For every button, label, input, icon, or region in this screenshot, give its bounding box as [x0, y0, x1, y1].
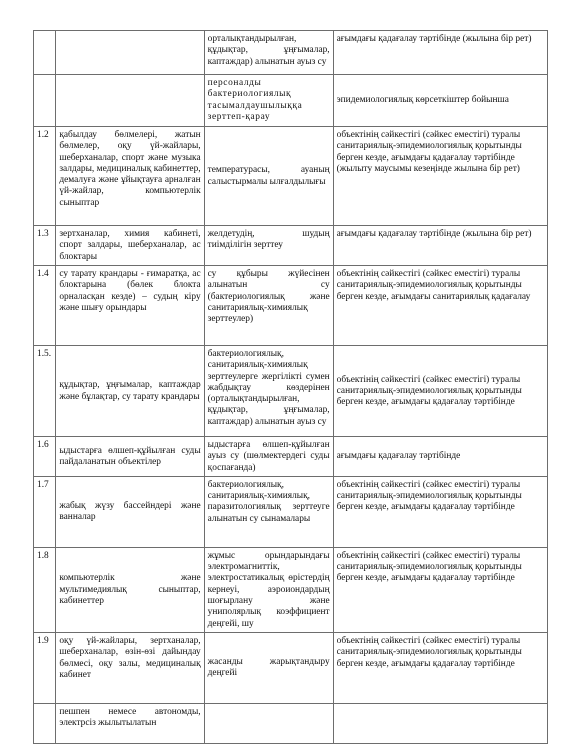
table-row	[34, 632, 548, 703]
object-cell: жабық жүзу бассейндері және ванналар	[56, 476, 204, 547]
table-row	[34, 31, 548, 75]
table-row	[34, 437, 548, 477]
object-cell	[56, 31, 204, 75]
table-row	[34, 346, 548, 437]
frequency-cell: ағымдағы қадағалау тәртібінде (жылына бір рет)	[333, 31, 547, 75]
frequency-cell: ағымдағы қадағалау тәртібінде (жылына бір рет)	[333, 226, 547, 266]
measure-cell: бактериологиялық, санитариялық-химиялық, паразитологиялық зерттеуге алынатын су сынамалары	[204, 476, 333, 547]
row-number: 1.8	[34, 547, 56, 632]
table-row	[34, 226, 548, 266]
object-cell: компьютерлік және мультимедиялық сыныптар, кабинеттер	[56, 547, 204, 632]
frequency-cell: объектінің сәйкестігі (сәйкес еместігі) туралы санитариялық-эпидемиологиялық қорытынды берген кезде, ағымдағы қадағалау тәртібінде	[333, 547, 547, 632]
object-cell: құдықтар, ұңғымалар, каптаждар және бұлақтар, су тарату крандары	[56, 346, 204, 437]
table-row	[34, 266, 548, 346]
row-number: 1.9	[34, 632, 56, 703]
object-cell: зертханалар, химия кабинеті, спорт залдары, шеберханалар, ас блоктары	[56, 226, 204, 266]
row-number: 1.6	[34, 437, 56, 477]
frequency-cell: объектінің сәйкестігі (сәйкес еместігі) туралы санитариялық-эпидемиологиялық қорытынды берген кезде, ағымдағы қадағалау тәртібінде	[333, 632, 547, 703]
measure-cell: орталықтандырылған, құдықтар, ұңғымалар, каптаждар) алынатын ауыз су	[204, 31, 333, 75]
frequency-cell: объектінің сәйкестігі (сәйкес еместігі) туралы санитариялық-эпидемиологиялық қорытынды берген кезде, ағымдағы қадағалау тәртібінде	[333, 346, 547, 437]
row-number	[34, 31, 56, 75]
measure-cell: персоналды бактериологиялық тасымалдаушылыққа зерттеп-қарау	[204, 75, 333, 127]
object-cell: ыдыстарға өлшеп-құйылған суды пайдаланатын объектілер	[56, 437, 204, 477]
measure-cell: желдетудің, шудың тиімділігін зерттеу	[204, 226, 333, 266]
frequency-cell: объектінің сәйкестігі (сәйкес еместігі) туралы санитариялық-эпидемиологиялық қорытынды берген кезде, ағымдағы санитариялық қадағалау	[333, 266, 547, 346]
measure-cell: жұмыс орындарындағы электромагниттік, электростатикалық өрістердің кернеуі, аэроиондардың шоғырлану және униполярлық коэффициент деңгейі, шу	[204, 547, 333, 632]
measure-cell: жасанды жарықтандыру деңгейі	[204, 632, 333, 703]
table-row	[34, 547, 548, 632]
row-number	[34, 75, 56, 127]
measure-cell: температурасы, ауаның салыстырмалы ылғалдылығы	[204, 127, 333, 226]
object-cell	[56, 75, 204, 127]
measure-cell	[204, 703, 333, 743]
row-number	[34, 703, 56, 743]
row-number: 1.7	[34, 476, 56, 547]
measure-cell: ыдыстарға өлшеп-құйылған ауыз су (шөлмектердегі суды қоспағанда)	[204, 437, 333, 477]
frequency-cell: объектінің сәйкестігі (сәйкес еместігі) туралы санитариялық-эпидемиологиялық қорытынды берген кезде, ағымдағы қадағалау тәртібінде	[333, 476, 547, 547]
object-cell: қабылдау бөлмелері, жатын бөлмелер, оқу үй-жайлары, шеберханалар, спорт және музыка залдары, медициналық кабинеттер, демалуға және ұйықтауға арналған үй-жайлар, компьютерлік сыныптар	[56, 127, 204, 226]
table-row	[34, 75, 548, 127]
frequency-cell: объектінің сәйкестігі (сәйкес еместігі) туралы санитариялық-эпидемиологиялық қорытынды берген кезде, ағымдағы қадағалау тәртібінде (жылыту маусымы кезеңінде жылына бір рет)	[333, 127, 547, 226]
object-cell: су тарату крандары - ғимаратқа, ас блоктарына (бөлек блокта орналасқан кезде) – судың кіру және шығу орындары	[56, 266, 204, 346]
row-number: 1.3	[34, 226, 56, 266]
table-row	[34, 703, 548, 743]
frequency-cell	[333, 703, 547, 743]
table-row	[34, 127, 548, 226]
frequency-cell: эпидемиологиялық көрсеткіштер бойынша	[333, 75, 547, 127]
measure-cell: бактериологиялық, санитариялық-химиялық зерттеулерге жергілікті сумен жабдықтау көздерінен (орталықтандырылған, құдықтар, ұңғымалар, каптаждар) алынатын ауыз су	[204, 346, 333, 437]
table-row	[34, 476, 548, 547]
row-number: 1.5.	[34, 346, 56, 437]
control-table	[33, 30, 548, 744]
object-cell: оқу үй-жайлары, зертханалар, шеберханалар, өзін-өзі дайындау бөлмесі, оқу залы, медициналық кабинет	[56, 632, 204, 703]
frequency-cell: ағымдағы қадағалау тәртібінде	[333, 437, 547, 477]
row-number: 1.4	[34, 266, 56, 346]
measure-cell: су құбыры жүйесінен алынатын су (бактериологиялық және санитариялық-химиялық зерттеулер)	[204, 266, 333, 346]
row-number: 1.2	[34, 127, 56, 226]
object-cell: пешпен немесе автономды, электрсіз жылытылатын	[56, 703, 204, 743]
